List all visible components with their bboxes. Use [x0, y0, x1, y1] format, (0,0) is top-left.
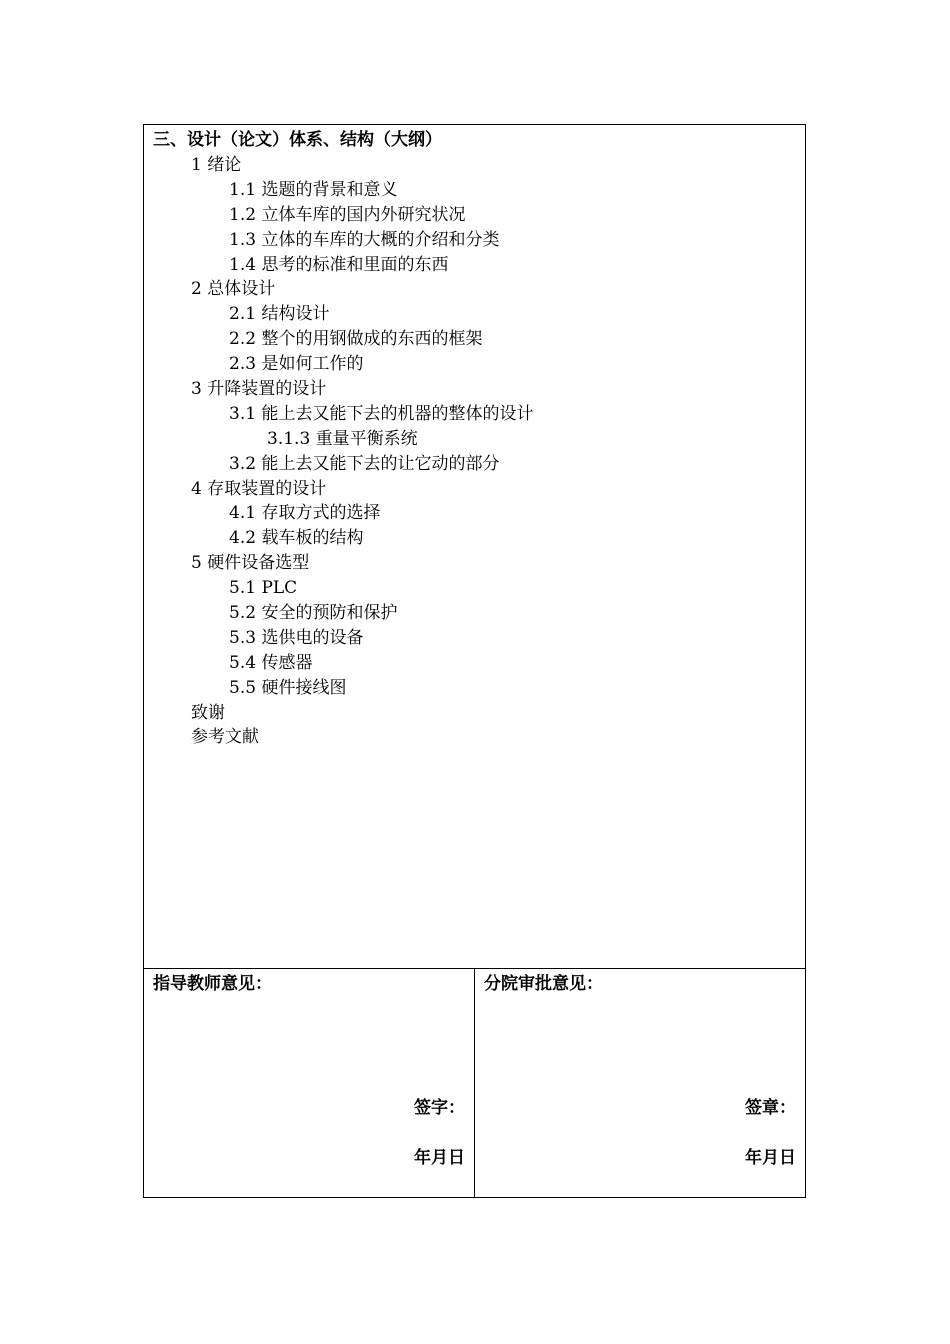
outline-item: 1.4 思考的标准和里面的东西 — [229, 254, 449, 275]
outline-item: 2.3 是如何工作的 — [229, 354, 364, 375]
outline-item: 5.3 选供电的设备 — [229, 627, 364, 648]
advisor-signature-label: 签字： — [414, 1098, 465, 1118]
outline-item: 1 绪论 — [191, 155, 242, 175]
outline-item: 3.1.3 重量平衡系统 — [267, 428, 418, 449]
outline-section — [144, 125, 805, 969]
outline-item: 4.2 载车板的结构 — [229, 528, 364, 549]
outline-item: 2.2 整个的用钢做成的东西的框架 — [229, 329, 483, 350]
outline-list — [144, 153, 533, 750]
outline-item: 致谢 — [191, 702, 225, 723]
outline-item: 3.2 能上去又能下去的让它动的部分 — [229, 453, 500, 474]
outline-item: 4.1 存取方式的选择 — [229, 503, 381, 524]
department-date-label: 年月日 — [745, 1148, 796, 1168]
outline-item: 5.1 PLC — [229, 578, 298, 599]
section-heading: 三、设计（论文）体系、结构（大纲） — [153, 130, 442, 150]
advisor-date-label: 年月日 — [414, 1148, 465, 1168]
advisor-opinion-cell — [144, 969, 475, 1197]
form-table — [143, 124, 806, 1198]
department-opinion-cell — [475, 969, 805, 1197]
outline-item: 1.3 立体的车库的大概的介绍和分类 — [229, 229, 500, 250]
advisor-opinion-title: 指导教师意见： — [153, 974, 272, 994]
department-opinion-title: 分院审批意见： — [484, 974, 603, 994]
department-seal-label: 签章： — [745, 1098, 796, 1118]
outline-item: 1.2 立体车库的国内外研究状况 — [229, 204, 466, 225]
outline-item: 5 硬件设备选型 — [191, 553, 310, 574]
outline-item: 5.5 硬件接线图 — [229, 677, 347, 698]
outline-item: 3.1 能上去又能下去的机器的整体的设计 — [229, 403, 534, 424]
outline-item: 2 总体设计 — [191, 279, 276, 300]
outline-item: 参考文献 — [191, 727, 259, 748]
outline-item: 4 存取装置的设计 — [191, 478, 327, 499]
outline-item: 3 升降装置的设计 — [191, 379, 327, 400]
outline-item: 1.1 选题的背景和意义 — [229, 179, 398, 200]
outline-item: 2.1 结构设计 — [229, 304, 330, 325]
outline-item: 5.2 安全的预防和保护 — [229, 603, 398, 624]
outline-item: 5.4 传感器 — [229, 652, 313, 673]
